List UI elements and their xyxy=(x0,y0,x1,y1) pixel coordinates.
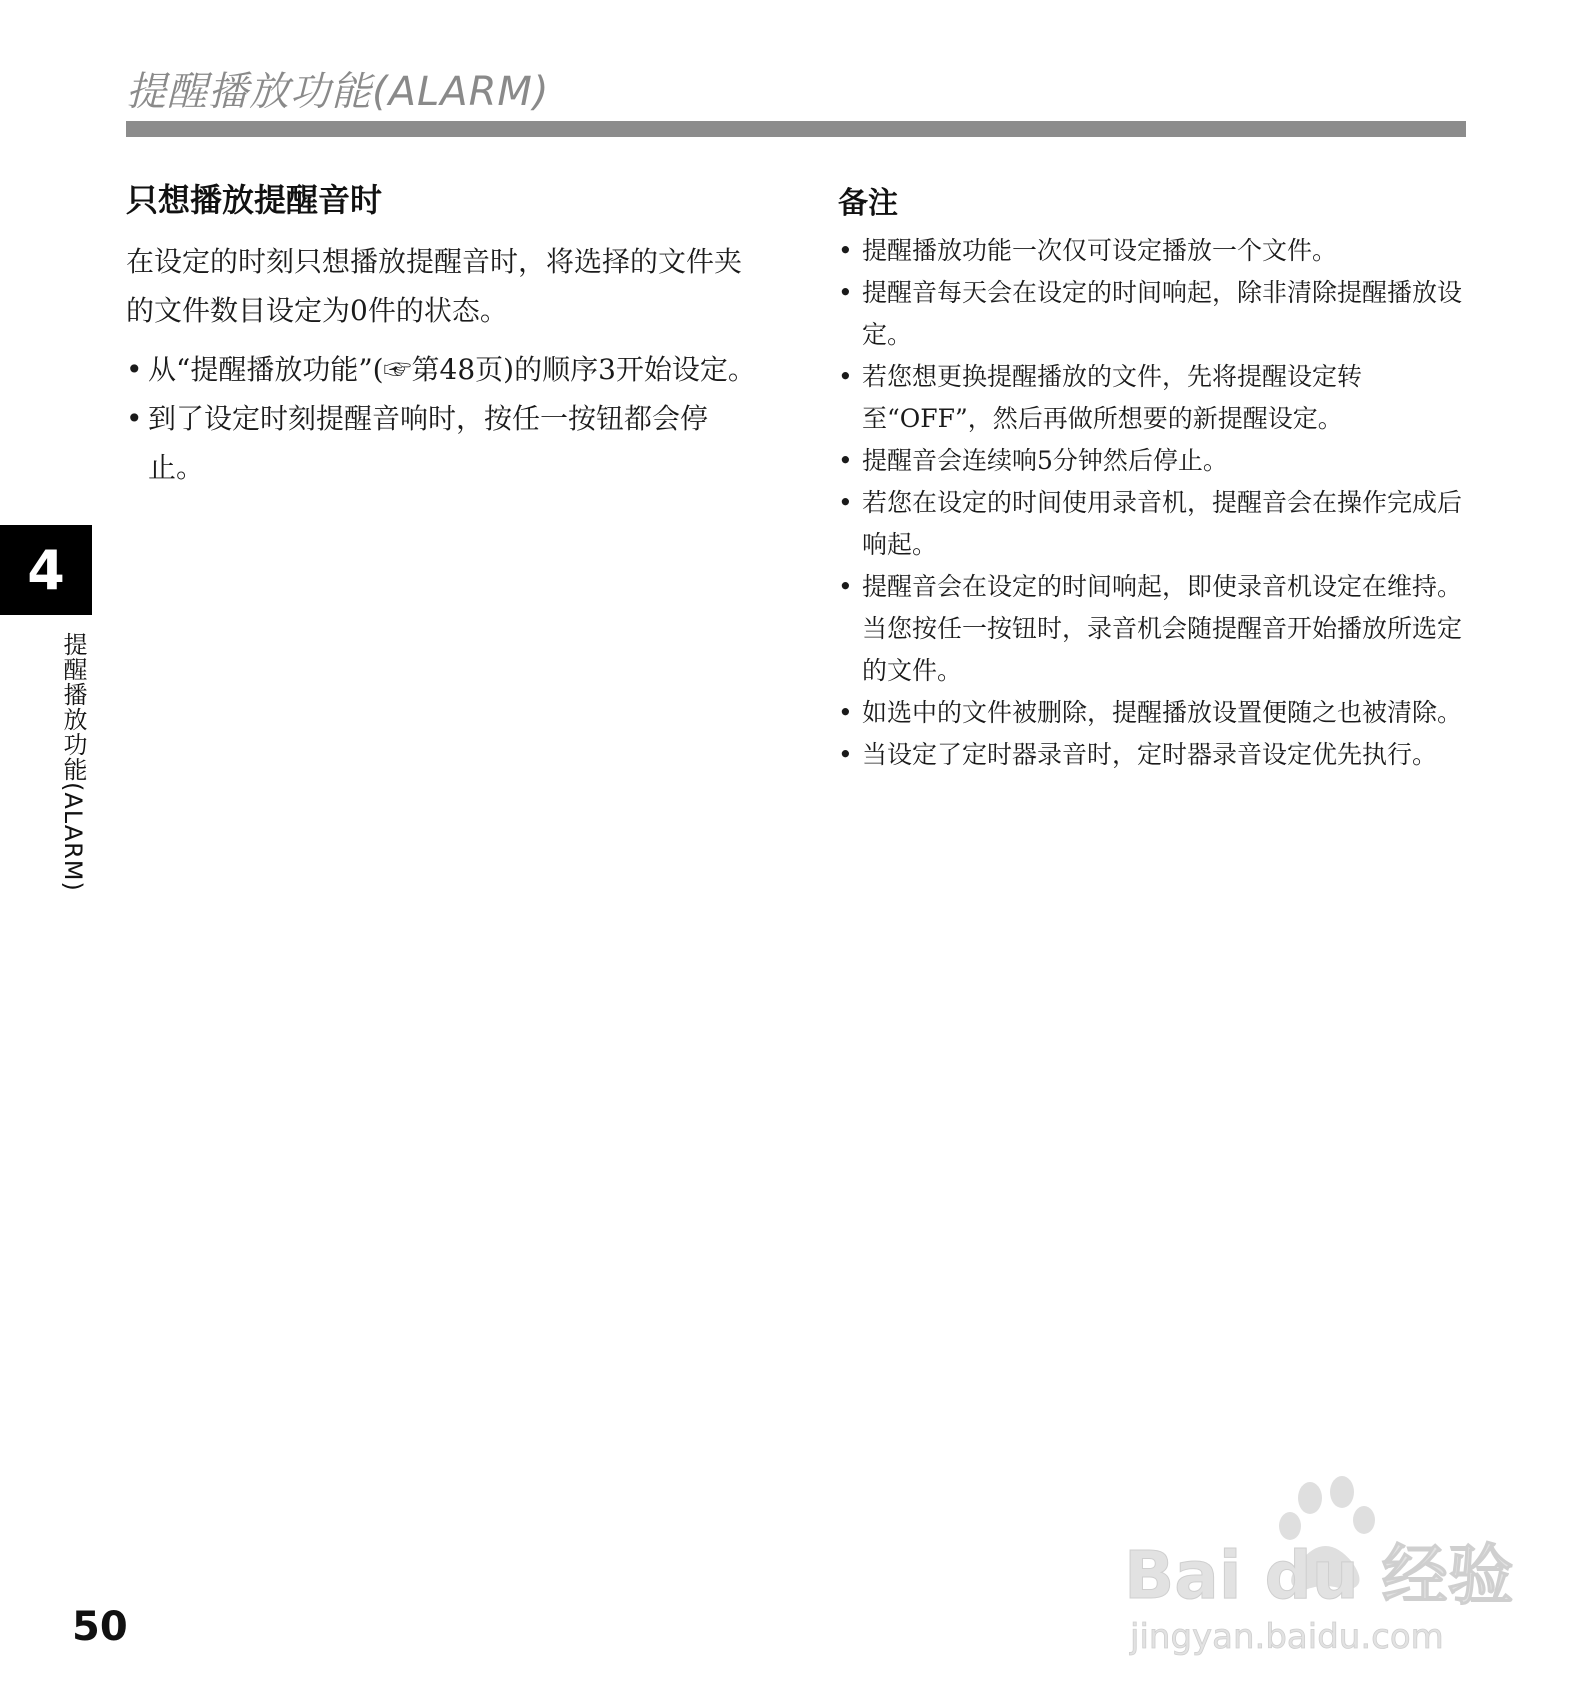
left-column xyxy=(126,175,756,492)
watermark-url: jingyan.baidu.com xyxy=(1130,1617,1444,1657)
list-item: • 如选中的文件被删除，提醒播放设置便随之也被清除。 xyxy=(838,692,1478,734)
bullet-icon: • xyxy=(126,402,143,435)
list-item: • 当设定了定时器录音时，定时器录音设定优先执行。 xyxy=(838,734,1478,776)
bullet-icon: • xyxy=(838,236,853,265)
list-item: • 提醒音每天会在设定的时间响起，除非清除提醒播放设定。 xyxy=(838,272,1478,356)
notes-heading: 备注 xyxy=(838,186,898,221)
bullet-icon: • xyxy=(838,278,853,307)
baidu-watermark-logo xyxy=(1120,1470,1520,1670)
section-heading: 只想播放提醒音时 xyxy=(126,181,383,219)
bullet-icon: • xyxy=(126,353,143,386)
bullet-icon: • xyxy=(838,740,853,769)
page-number: 50 xyxy=(72,1604,128,1650)
list-item: • 若您在设定的时间使用录音机，提醒音会在操作完成后响起。 xyxy=(838,482,1478,566)
list-item: • 若您想更换提醒播放的文件，先将提醒设定转至“OFF”，然后再做所想要的新提醒设定。 xyxy=(838,356,1478,440)
notes-list xyxy=(838,230,1478,776)
bullet-icon: • xyxy=(838,446,853,475)
bullet-icon: • xyxy=(838,362,853,391)
page-header-title: 提醒播放功能(ALARM) xyxy=(126,69,550,115)
list-item: • 从“提醒播放功能”(☞第48页)的顺序3开始设定。 xyxy=(126,345,756,394)
list-item: • 提醒音会在设定的时间响起，即使录音机设定在维持。当您按任一按钮时，录音机会随提醒音开始播放所选定的文件。 xyxy=(838,566,1478,692)
chapter-tab: 4 xyxy=(0,525,92,615)
intro-paragraph: 在设定的时刻只想播放提醒音时，将选择的文件夹的文件数目设定为0件的状态。 xyxy=(126,245,743,327)
instruction-list xyxy=(126,345,756,492)
bullet-icon: • xyxy=(838,572,853,601)
list-item: • 提醒音会连续响5分钟然后停止。 xyxy=(838,440,1478,482)
bullet-icon: • xyxy=(838,698,853,727)
list-item: • 提醒播放功能一次仅可设定播放一个文件。 xyxy=(838,230,1478,272)
bullet-icon: • xyxy=(838,488,853,517)
chapter-side-label: 提醒播放功能(ALARM) xyxy=(59,632,87,892)
watermark-brand: Bai du 经验 xyxy=(1124,1537,1514,1614)
list-item: • 到了设定时刻提醒音响时，按任一按钮都会停止。 xyxy=(126,394,756,492)
notes-column xyxy=(838,178,1478,776)
header-rule xyxy=(126,121,1466,137)
